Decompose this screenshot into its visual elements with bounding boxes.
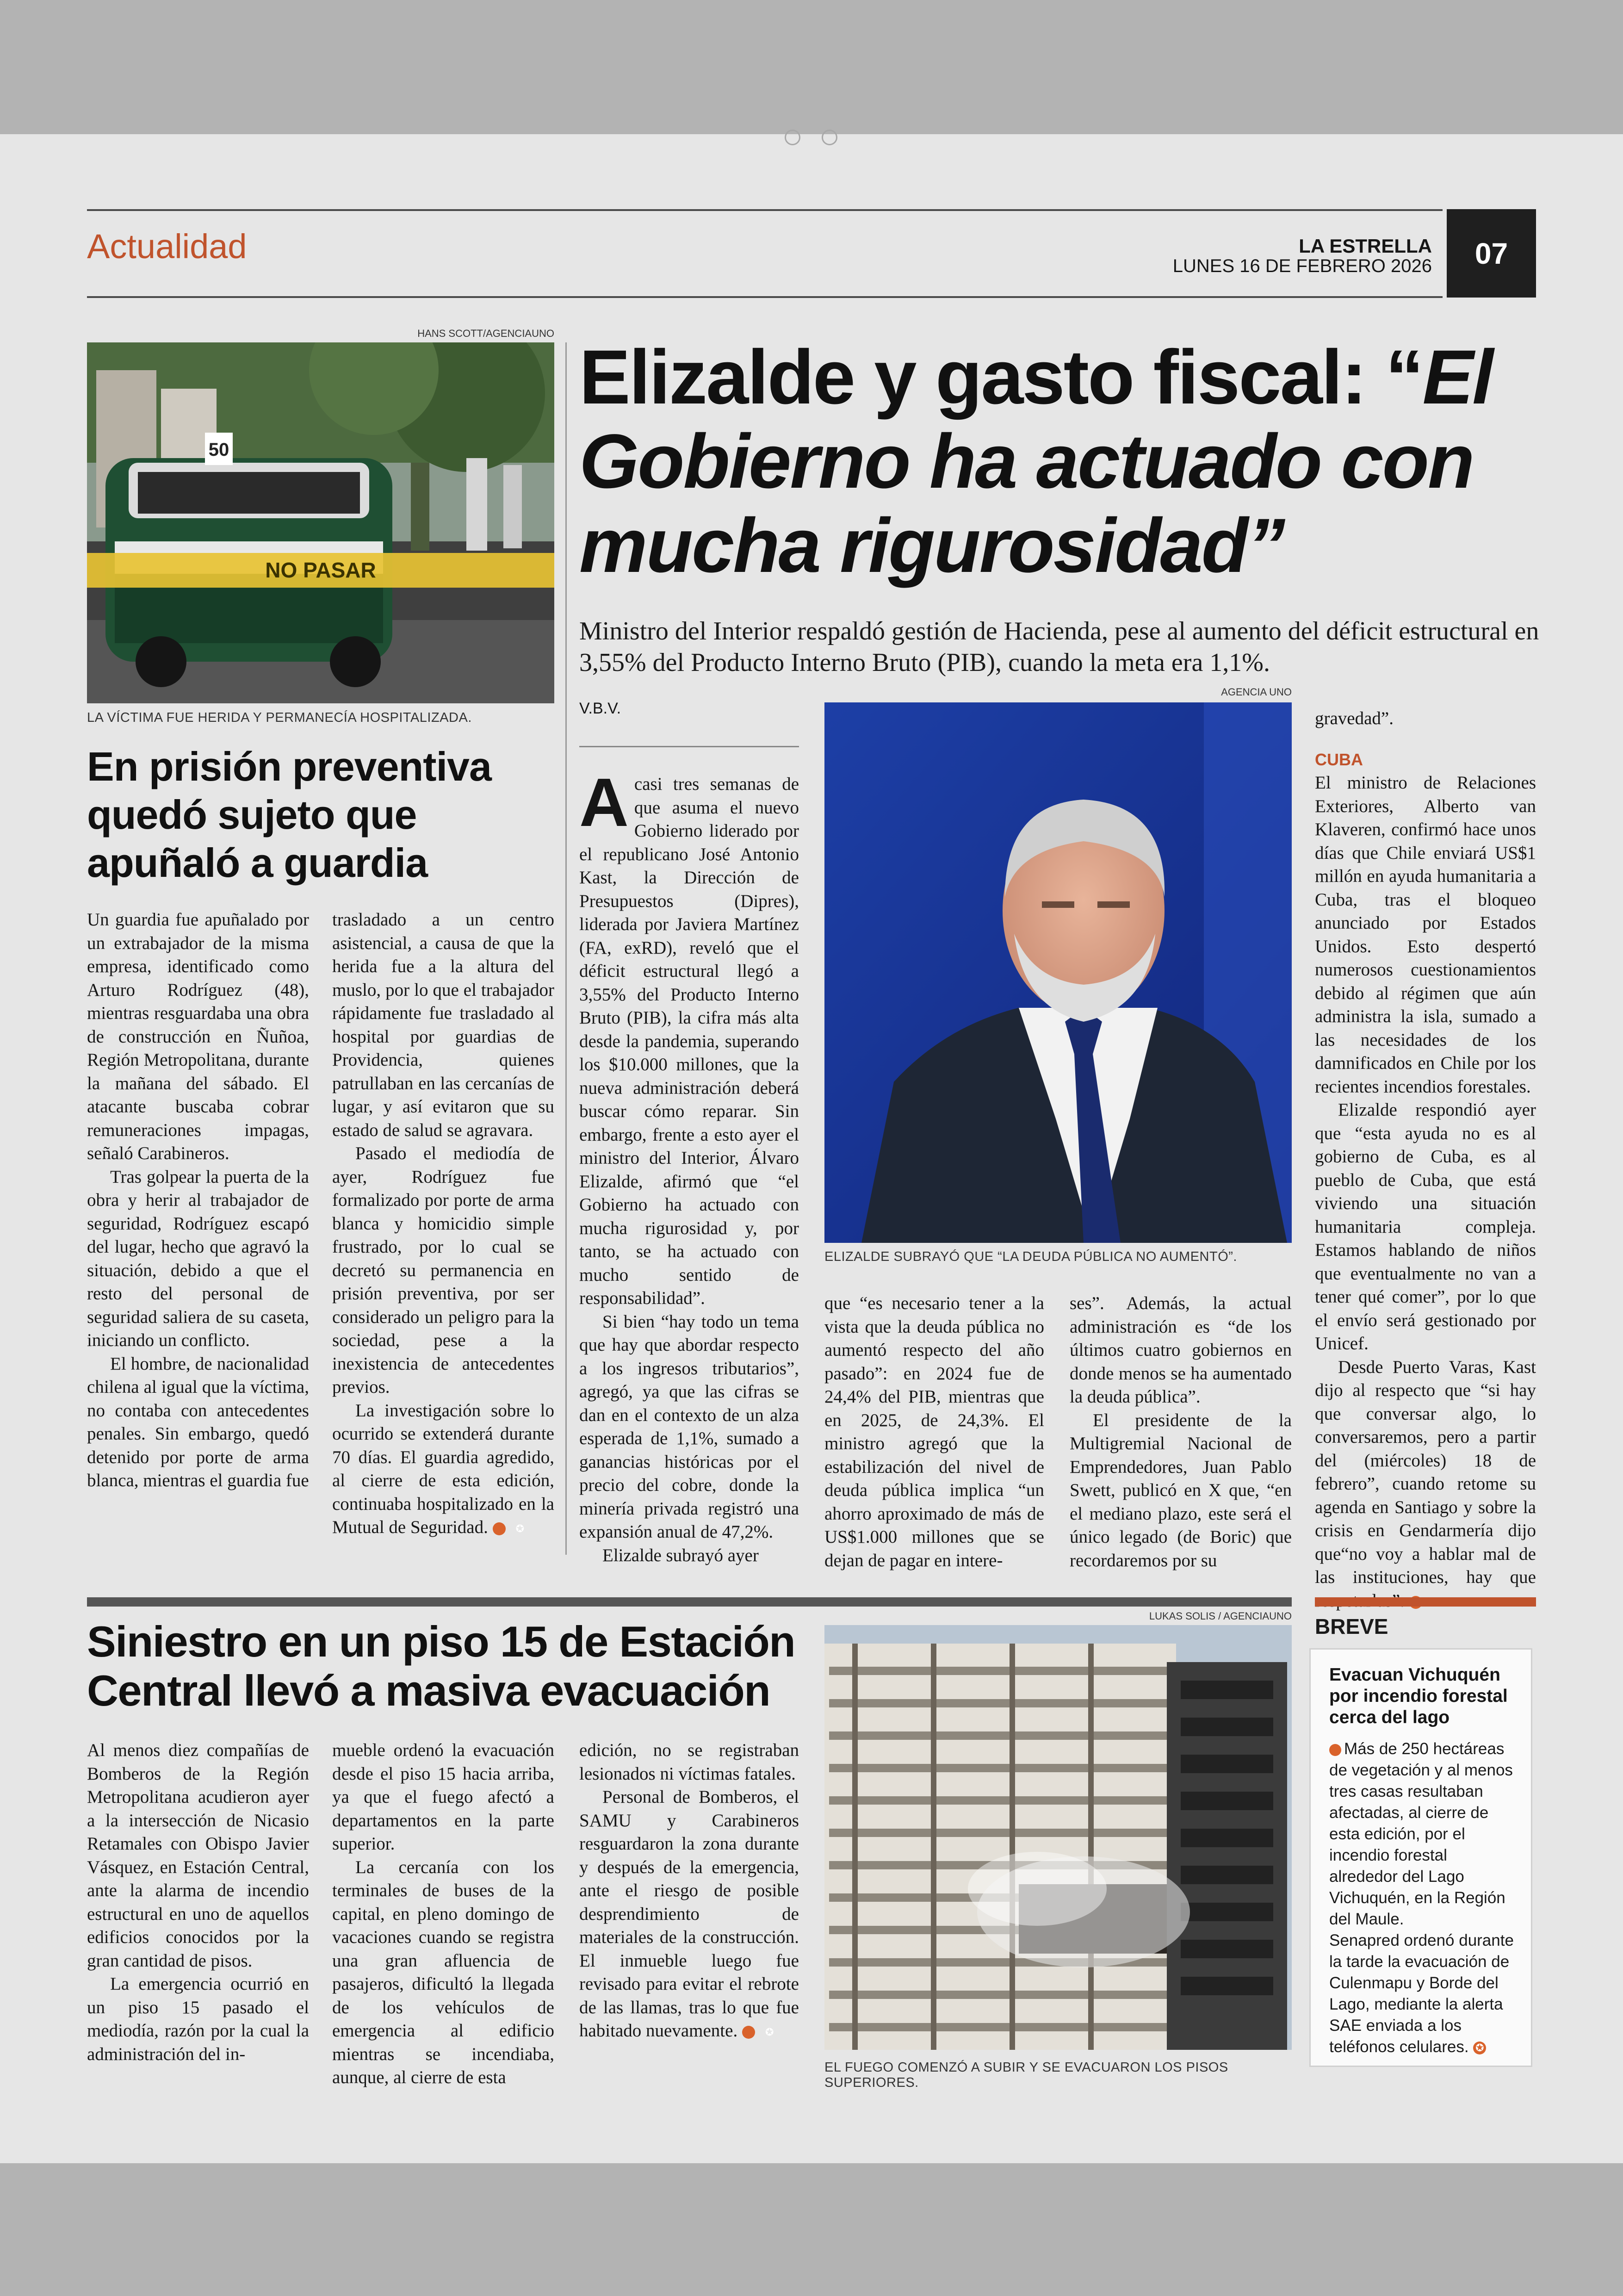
paragraph: trasladado a un centro asistencial, a causa de que la herida fue a la altura del muslo, por lo que el trabajador rápidamente fue trasladado al hospital por guardias de Providencia, quienes patrullaban en las cercanías de lugar, y así evitaron que su estado de salud se agravara. [332,910,554,1140]
subhead-cuba: CUBA [1315,750,1363,769]
fire-story-bar [87,1597,1292,1607]
breve-box [1309,1648,1532,2067]
fire-headline-line-2: Central llevó a masiva evacuación [87,1666,770,1715]
main-column-1 [579,764,799,1567]
main-column-4 [1315,707,1536,1613]
paragraph: Al menos diez compañías de Bomberos de la Región Metropolitana acudieron ayer a la intersección de Nicasio Retamales con Obispo Javier Vásquez, en Estación Central, ante la alarma de incendio estructural en uno de aquellos edificios conocidos por la gran cantidad de pisos. [87,1740,309,1971]
brief-column-2 [332,908,554,1539]
drop-cap: A [579,764,629,841]
fire-headline [87,1617,813,1715]
main-headline-plain: Elizalde y gasto fiscal: “ [579,335,1423,420]
main-headline-italic: Gobierno ha actuado con [579,419,1474,504]
caution-tape-text: NO PASAR [265,558,376,582]
paragraph: casi tres semanas de que asuma el nuevo Gobierno liderado por el republicano José Antonio Kast, la Dirección de Presupuestos (Dipres), liderada por Javiera Martínez (FA, exRD), reveló que el déficit estructural llegó a 3,55% del Producto Interno Bruto (PIB), la cifra más alta desde la pandemia, superando los $10.000 millones, que la nueva administración deberá buscar cómo reparar. Sin embargo, frente a esto ayer el ministro del Interior, Álvaro Elizalde, afirmó que “el Gobierno ha actuado con mucha rigurosidad y, por tanto, se ha actuado con mucho sentido de responsabilidad”. [579,774,799,1308]
breve-headline: Evacuan Vichuquén por incendio forestal cerca del lago [1329,1665,1508,1727]
paragraph: edición, no se registraban lesionados ni víctimas fatales. [579,1740,799,1784]
main-deck: Ministro del Interior respaldó gestión de Hacienda, pese al aumento del déficit estructural en 3,55% del Producto Interno Bruto (PIB), cuando la meta era 1,1%. [579,617,1539,677]
paragraph: La emergencia ocurrió en un piso 15 pasado el mediodía, razón por la cual la administración del in- [87,1974,309,2064]
paragraph: Si bien “hay todo un tema que hay que abordar respecto a los ingresos tributarios”, agregó, ya que las cifras se dan en el contexto de un alza esperada de 1,1%, sumado a ganancias históricas por el precio del cobre, donde la minería privada registró una expansión anual de 47,2%. [579,1311,799,1542]
brief-headline [87,743,554,887]
main-column-3 [1070,1292,1292,1572]
main-column-2 [824,1292,1044,1572]
breve-label: BREVE [1315,1614,1388,1638]
issue-date: LUNES 16 DE FEBRERO 2026 [1172,256,1432,276]
breve-paragraph: Senapred ordenó durante la tarde la evacuación de Culenmapu y Borde del Lago, mediante la alerta SAE enviada a los teléfonos celulares. [1329,1931,1514,2056]
column-separator [565,342,567,1555]
paragraph: Tras golpear la puerta de la obra y herir al trabajador de seguridad, Rodríguez escapó del lugar, hecho que agravó la situación, debido a que el resto del personal de seguridad saliera de su caseta, iniciando un conflicto. [87,1167,309,1350]
brief-headline-line-1: En prisión preventiva [87,744,491,789]
fire-column-2 [332,1739,554,2090]
photo-caption: LA VÍCTIMA FUE HERIDA Y PERMANECÍA HOSPITALIZADA. [87,710,472,725]
main-headline-italic: mucha rigurosidad” [579,503,1284,589]
main-headline [579,335,1542,588]
next-page-dot[interactable] [822,130,837,145]
building-fire-photo [824,1625,1292,2050]
paragraph: mueble ordenó la evacuación desde el piso 15 hacia arriba, ya que el fuego afectó a departamentos en la parte superior. [332,1740,554,1854]
photo-caption: ELIZALDE SUBRAYÓ QUE “LA DEUDA PÚBLICA NO AUMENTÓ”. [824,1249,1237,1264]
breve-paragraph: Más de 250 hectáreas de vegetación y al menos tres casas resultaban afectadas, al cierre de esta edición, por el incendio forestal alrededor del Lago Vichuquén, en la Región del Maule. [1329,1740,1513,1928]
paragraph: que “es necesario tener a la vista que la deuda pública no aumentó respecto del año pasado”: en 2024 fue de 24,4% del PIB, mientras que en 2025, de 24,3%. El ministro agregó que la estabilización del nivel de deuda pública implica “un ahorro aproximado de más de US$1.000 millones que se dejan de pagar en intere- [824,1293,1044,1570]
paragraph: gravedad”. [1315,708,1394,728]
end-mark-icon: ✪ [742,2026,755,2039]
paragraph: La cercanía con los terminales de buses de la capital, en pleno domingo de vacaciones cuando se registra una gran afluencia de pasajeros, dificultó la llegada de los vehículos de emergencia al edificio mientras se incendiaba, aunque, al cierre de esta [332,1857,554,2087]
paragraph: El presidente de la Multigremial Nacional de Emprendedores, Juan Pablo Swett, publicó en X que, “en el mediano plazo, este será el único legado (de Boric) que recordaremos por su [1070,1410,1292,1570]
paragraph: La investigación sobre lo ocurrido se extenderá durante 70 días. El guardia agredido, al cierre de esta edición, continuaba hospitalizado en la Mutual de Seguridad. [332,1400,554,1537]
end-mark-icon: ✪ [1473,2042,1486,2054]
newspaper-name: LA ESTRELLA [1299,235,1432,257]
photo-credit: AGENCIA UNO [1221,686,1292,698]
paragraph: ses”. Además, la actual administración es “de los últimos cuatro gobiernos en donde menos se ha aumentado la deuda pública”. [1070,1293,1292,1407]
fire-headline-line-1: Siniestro en un piso 15 de Estación [87,1617,795,1666]
crime-scene-photo [87,342,554,703]
fire-column-3 [579,1739,799,2043]
paragraph: Elizalde respondió ayer que “esta ayuda no es al gobierno de Cuba, es al pueblo de Cuba, que está viviendo una situación humanitaria compleja. Estamos hablando de niños que eventualmente no van a tener qué comer”, por lo que el envío será gestionado por Unicef. [1315,1100,1536,1353]
section-label: Actualidad [87,227,247,266]
brief-headline-line-3: apuñaló a guardia [87,840,428,886]
paragraph: Pasado el mediodía de ayer, Rodríguez fue formalizado por porte de arma blanca y homicidio simple frustrado, por lo cual se decretó su permanencia en prisión preventiva, por ser considerado un peligro para la sociedad, pese a la inexistencia de antecedentes previos. [332,1143,554,1397]
paragraph: Elizalde subrayó ayer [602,1545,759,1565]
elizalde-portrait-photo [824,702,1292,1243]
header-bottom-rule [87,296,1443,298]
fire-column-1 [87,1739,309,2066]
header-top-rule [87,209,1443,211]
bullet-icon [1329,1744,1341,1756]
byline-rule [579,746,799,747]
paragraph: Desde Puerto Varas, Kast dijo al respecto que “si hay que conversar algo, lo conversaremos, pero a partir del (miércoles) 18 de febrero”, cuando retome su agenda en Santiago y sobre la crisis en Gendarmería dijo que“no voy a hablar mal de las instituciones, hay que [1315,1357,1536,1587]
paragraph: El ministro de Relaciones Exteriores, Alberto van Klaveren, confirmó hace unos días que Chile enviará US$1 millón en ayuda humanitaria a Cuba, tras el bloqueo anunciado por Estados Unidos. Esto despertó numerosos cuestionamientos debido al régimen que aún administra la isla, sumado a las necesidades de los damnificados en Chile por los recientes incendios forestales. [1315,773,1536,1097]
paragraph: El hombre, de nacionalidad chilena al igual que la víctima, no contaba con antecedentes penales. Sin embargo, quedó detenido por porte de arma blanca, mientras el guardia fue [87,1353,309,1490]
speed-limit-sign: 50 [208,440,229,460]
prev-page-dot[interactable] [785,130,800,145]
paragraph: Personal de Bomberos, el SAMU y Carabineros resguardaron la zona durante y después de la emergencia, ante el riesgo de posible desprendimiento de materiales de la construcción. El inmueble luego fue revisado para evitar el rebrote de las llamas, tras lo que fue habitado nuevamente. [579,1787,799,2041]
breve-bar [1315,1597,1536,1607]
page-number: 07 [1447,209,1536,298]
paragraph: Un guardia fue apuñalado por un extrabajador de la misma empresa, identificado como Arturo Rodríguez (48), mientras resguardaba una obra de construcción en Ñuñoa, Región Metropolitana, durante la mañana del sábado. El atacante buscaba cobrar remuneraciones impagas, señaló Carabineros. [87,910,309,1163]
main-headline-italic: El [1422,335,1493,420]
photo-caption: EL FUEGO COMENZÓ A SUBIR Y SE EVACUARON LOS PISOS SUPERIORES. [824,2060,1228,2090]
brief-column-1 [87,908,309,1493]
brief-headline-line-2: quedó sujeto que [87,792,417,838]
photo-credit: HANS SCOTT/AGENCIAUNO [417,328,554,339]
end-mark-icon: ✪ [493,1522,506,1535]
byline: V.B.V. [579,700,621,717]
photo-credit: LUKAS SOLIS / AGENCIAUNO [1149,1610,1292,1622]
